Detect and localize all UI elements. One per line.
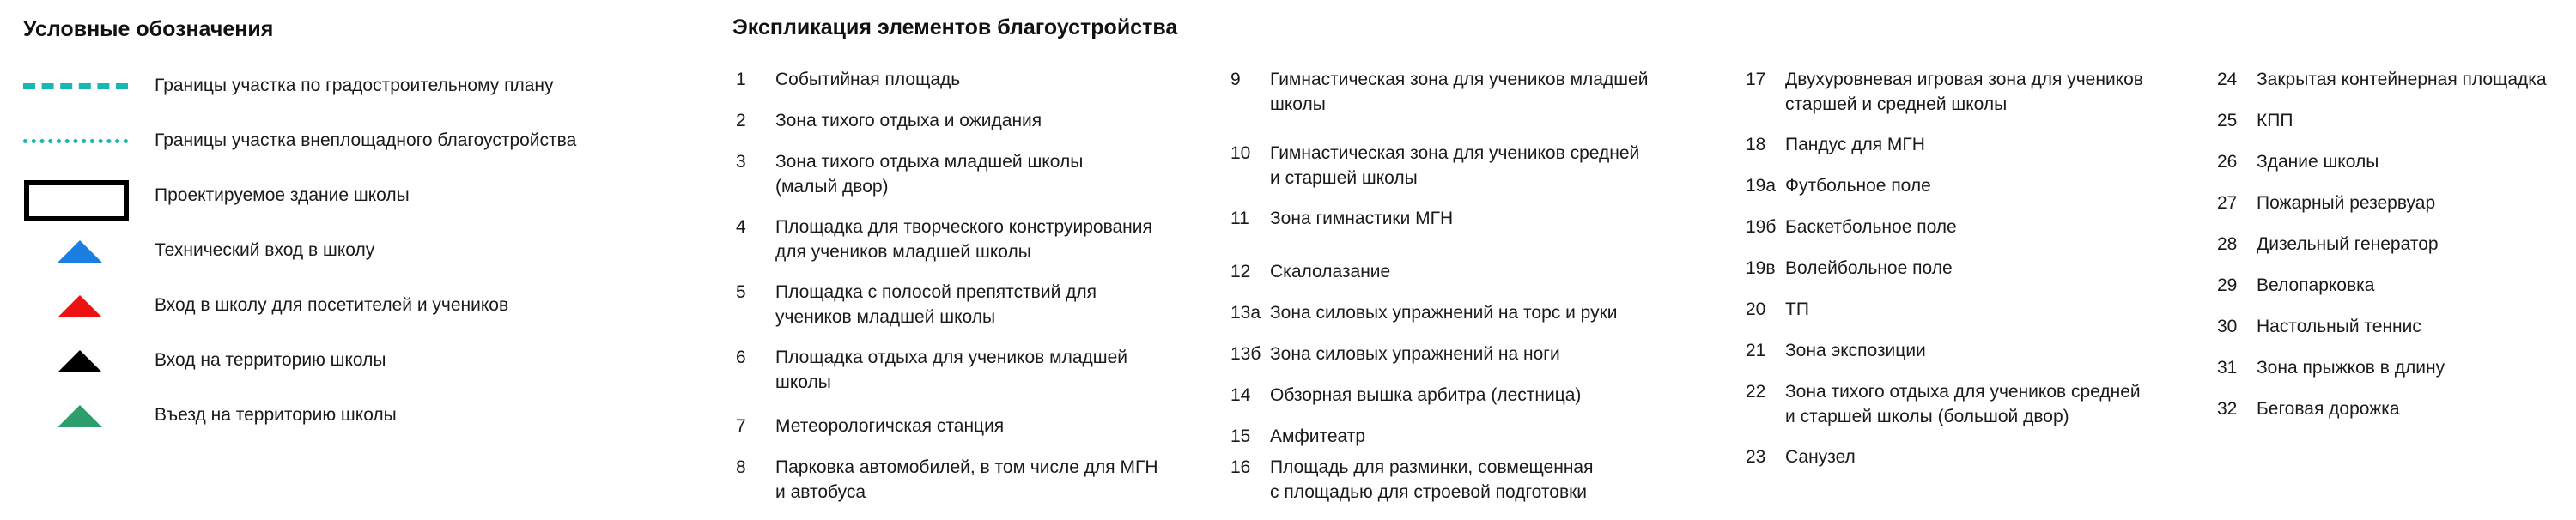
legend-title: Условные обозначения [23, 17, 274, 41]
item-text: Событийная площадь [775, 70, 961, 89]
item-text: КПП [2257, 111, 2293, 130]
item-number: 1 [736, 70, 746, 89]
item-number: 11 [1230, 209, 1249, 228]
item-text: Парковка автомобилей, в том числе для МГН и автобуса [775, 457, 1158, 502]
item-text: Баскетбольное поле [1785, 217, 1957, 237]
item-number: 22 [1746, 382, 1766, 402]
item-number: 10 [1230, 143, 1251, 163]
item-text: Беговая дорожка [2257, 399, 2400, 419]
legend-item-visitor-entrance [0, 288, 670, 323]
item-text: Волейбольное поле [1785, 258, 1953, 278]
item-number: 14 [1230, 385, 1251, 405]
legend-item-school-building [0, 178, 670, 213]
item-number: 9 [1230, 70, 1241, 89]
item-text: Площадка отдыха для учеников младшей школы [775, 348, 1128, 392]
item-text: Площадка для творческого конструирования для учеников младшей школы [775, 217, 1152, 262]
item-text: Зона силовых упражнений на торс и руки [1270, 303, 1618, 323]
item-number: 13а [1230, 303, 1261, 323]
item-text: Метеорологичская станция [775, 416, 1005, 436]
legend-item-plan-boundary [0, 69, 670, 103]
item-number: 30 [2217, 317, 2238, 336]
item-text: Площадь для разминки, совмещенная с площадью для строевой подготовки [1270, 457, 1594, 502]
item-number: 29 [2217, 275, 2238, 295]
legend-label: Вход на территорию школы [155, 350, 386, 370]
legend-item-vehicle-entrance [0, 398, 670, 432]
item-text: Скалолазание [1270, 262, 1391, 281]
legend-item-offsite-boundary [0, 124, 670, 158]
building-outline-icon [23, 178, 128, 213]
item-number: 2 [736, 111, 746, 130]
item-text: Гимнастическая зона для учеников младшей школы [1270, 70, 1649, 114]
item-number: 21 [1746, 341, 1766, 360]
item-text: Настольный теннис [2257, 317, 2421, 336]
item-number: 8 [736, 457, 746, 477]
item-number: 4 [736, 217, 746, 237]
item-text: Пожарный резервуар [2257, 193, 2436, 213]
item-number: 18 [1746, 135, 1766, 154]
dotted-boundary-line-icon [23, 124, 128, 158]
legend-label: Проектируемое здание школы [155, 185, 410, 205]
legend-label: Вход в школу для посетителей и учеников [155, 295, 509, 315]
item-number: 26 [2217, 152, 2238, 172]
red-triangle-icon [23, 288, 128, 323]
item-text: Гимнастическая зона для учеников средней и старшей школы [1270, 143, 1640, 188]
dashed-boundary-line-icon [23, 69, 128, 103]
green-triangle-icon [23, 398, 128, 432]
item-text: Двухуровневая игровая зона для учеников старшей и средней школы [1785, 70, 2143, 114]
item-number: 17 [1746, 70, 1766, 89]
item-number: 15 [1230, 426, 1251, 446]
item-text: Футбольное поле [1785, 176, 1931, 196]
item-text: Закрытая контейнерная площадка [2257, 70, 2547, 89]
item-text: ТП [1785, 299, 1809, 319]
item-number: 5 [736, 282, 746, 302]
item-number: 32 [2217, 399, 2238, 419]
item-number: 13б [1230, 344, 1261, 364]
item-text: Здание школы [2257, 152, 2379, 172]
item-number: 3 [736, 152, 746, 172]
legend-item-technical-entrance [0, 233, 670, 268]
item-number: 24 [2217, 70, 2238, 89]
legend-label: Технический вход в школу [155, 240, 375, 260]
item-text: Пандус для МГН [1785, 135, 1925, 154]
item-text: Санузел [1785, 447, 1856, 467]
item-text: Велопарковка [2257, 275, 2375, 295]
item-number: 7 [736, 416, 746, 436]
legend-label: Въезд на территорию школы [155, 405, 397, 425]
legend-label: Границы участка внеплощадного благоустройства [155, 130, 577, 150]
item-number: 25 [2217, 111, 2238, 130]
item-number: 23 [1746, 447, 1766, 467]
item-text: Зона тихого отдыха и ожидания [775, 111, 1042, 130]
item-number: 12 [1230, 262, 1251, 281]
item-number: 19в [1746, 258, 1776, 278]
item-text: Зона гимнастики МГН [1270, 209, 1454, 228]
item-number: 16 [1230, 457, 1251, 477]
item-number: 31 [2217, 358, 2238, 378]
item-number: 19б [1746, 217, 1777, 237]
item-number: 20 [1746, 299, 1766, 319]
item-text: Зона тихого отдыха младшей школы (малый двор) [775, 152, 1084, 197]
item-number: 27 [2217, 193, 2238, 213]
blue-triangle-icon [23, 233, 128, 268]
legend-item-territory-entrance [0, 343, 670, 378]
item-number: 6 [736, 348, 746, 367]
item-text: Площадка с полосой препятствий для учеников младшей школы [775, 282, 1097, 327]
item-text: Зона прыжков в длину [2257, 358, 2445, 378]
item-number: 19а [1746, 176, 1777, 196]
black-triangle-icon [23, 343, 128, 378]
item-text: Дизельный генератор [2257, 234, 2439, 254]
item-text: Зона тихого отдыха для учеников средней и старшей школы (большой двор) [1785, 382, 2141, 426]
item-text: Зона экспозиции [1785, 341, 1926, 360]
item-text: Обзорная вышка арбитра (лестница) [1270, 385, 1582, 405]
explication-title: Экспликация элементов благоустройства [732, 15, 1178, 39]
legend-label: Границы участка по градостроительному плану [155, 76, 554, 95]
item-text: Зона силовых упражнений на ноги [1270, 344, 1560, 364]
item-text: Амфитеатр [1270, 426, 1366, 446]
item-number: 28 [2217, 234, 2238, 254]
